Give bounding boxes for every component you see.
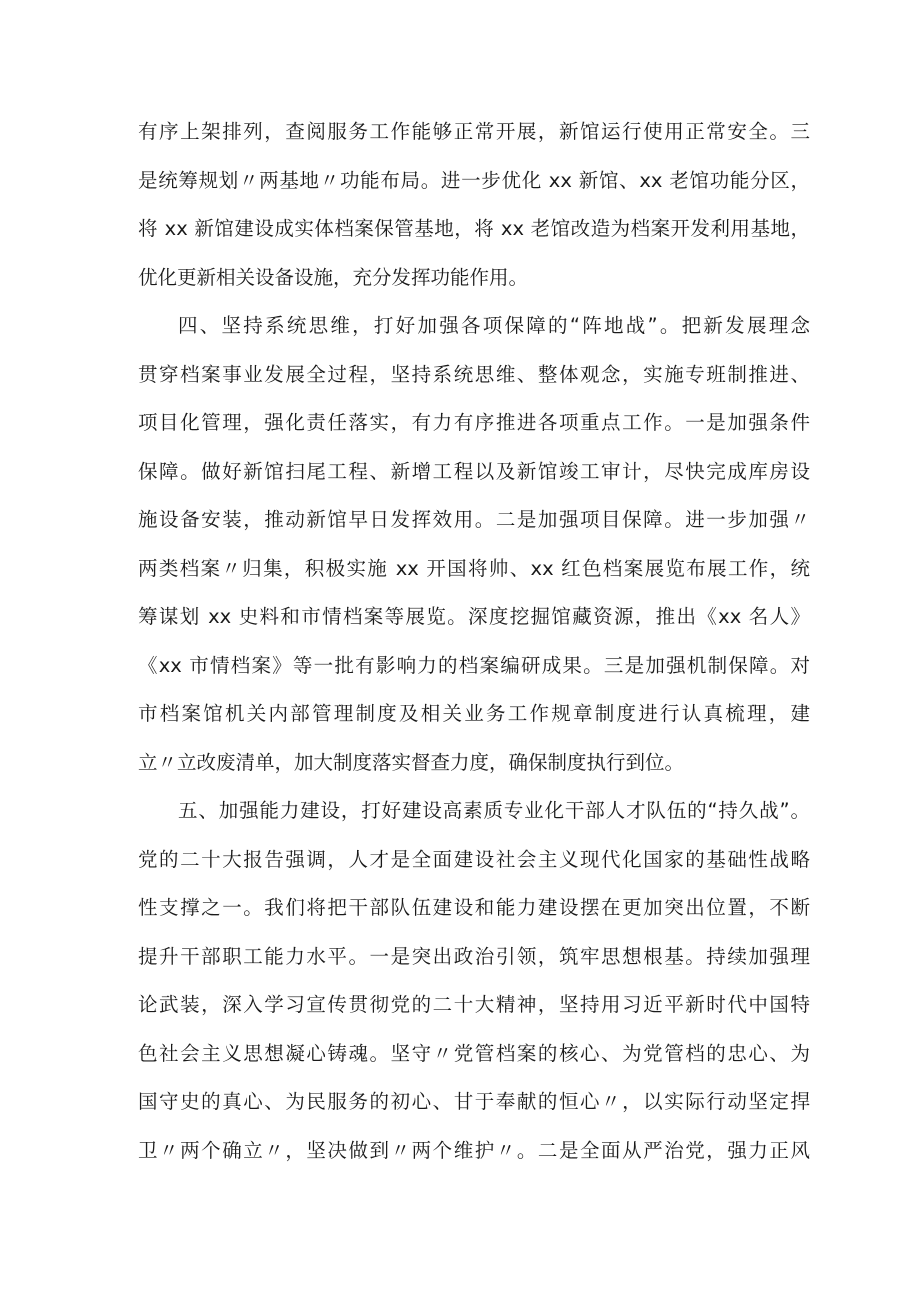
paragraph-heading-four: 四、坚持系统思维，打好加强各项保障的“阵地战”。把新发展理念 — [178, 314, 810, 337]
text-line: 《xx 市情档案》等一批有影响力的档案编研成果。三是加强机制保障。对 — [138, 653, 810, 677]
text-line: 保障。做好新馆扫尾工程、新增工程以及新馆竣工审计，尽快完成库房设 — [138, 459, 810, 483]
text-line: 党的二十大报告强调，人才是全面建设社会主义现代化国家的基础性战略 — [138, 847, 810, 871]
text-line: 将 xx 新馆建设成实体档案保管基地，将 xx 老馆改造为档案开发利用基地， — [138, 217, 810, 240]
paragraph-heading-five: 五、加强能力建设，打好建设高素质专业化干部人才队伍的“持久战”。 — [178, 799, 810, 822]
text-line: 两类档案〃归集，积极实施 xx 开国将帅、xx 红色档案展览布展工作，统 — [138, 556, 810, 580]
text-line: 色社会主义思想凝心铸魂。坚守〃党管档案的核心、为党管档的忠心、为 — [138, 1041, 810, 1065]
text-line: 提升干部职工能力水平。一是突出政治引领，筑牢思想根基。持续加强理 — [138, 944, 810, 968]
text-line: 施设备安装，推动新馆早日发挥效用。二是加强项目保障。进一步加强〃 — [138, 508, 810, 531]
text-line: 筹谋划 xx 史料和市情档案等展览。深度挖掘馆藏资源，推出《xx 名人》 — [138, 605, 810, 628]
text-line: 市档案馆机关内部管理制度及相关业务工作规章制度进行认真梳理，建 — [138, 702, 810, 725]
text-line: 项目化管理，强化责任落实，有力有序推进各项重点工作。一是加强条件 — [138, 411, 810, 434]
text-line: 立〃立改废清单，加大制度落实督查力度，确保制度执行到位。 — [138, 750, 685, 774]
text-line: 有序上架排列，查阅服务工作能够正常开展，新馆运行使用正常安全。三 — [138, 120, 810, 143]
text-line: 卫〃两个确立〃，坚决做到〃两个维护〃。二是全面从严治党，强力正风 — [138, 1138, 810, 1162]
text-line: 论武装，深入学习宣传贯彻党的二十大精神，坚持用习近平新时代中国特 — [138, 993, 810, 1016]
document-body — [138, 108, 810, 1175]
text-line: 国守史的真心、为民服务的初心、甘于奉献的恒心〃，以实际行动坚定捍 — [138, 1090, 810, 1113]
text-line: 优化更新相关设备设施，充分发挥功能作用。 — [138, 265, 529, 289]
text-line: 贯穿档案事业发展全过程，坚持系统思维、整体观念，实施专班制推进、 — [138, 362, 810, 386]
text-line: 性支撑之一。我们将把干部队伍建设和能力建设摆在更加突出位置，不断 — [138, 896, 810, 919]
text-line: 是统筹规划〃两基地〃功能布局。进一步优化 xx 新馆、xx 老馆功能分区， — [138, 168, 810, 192]
